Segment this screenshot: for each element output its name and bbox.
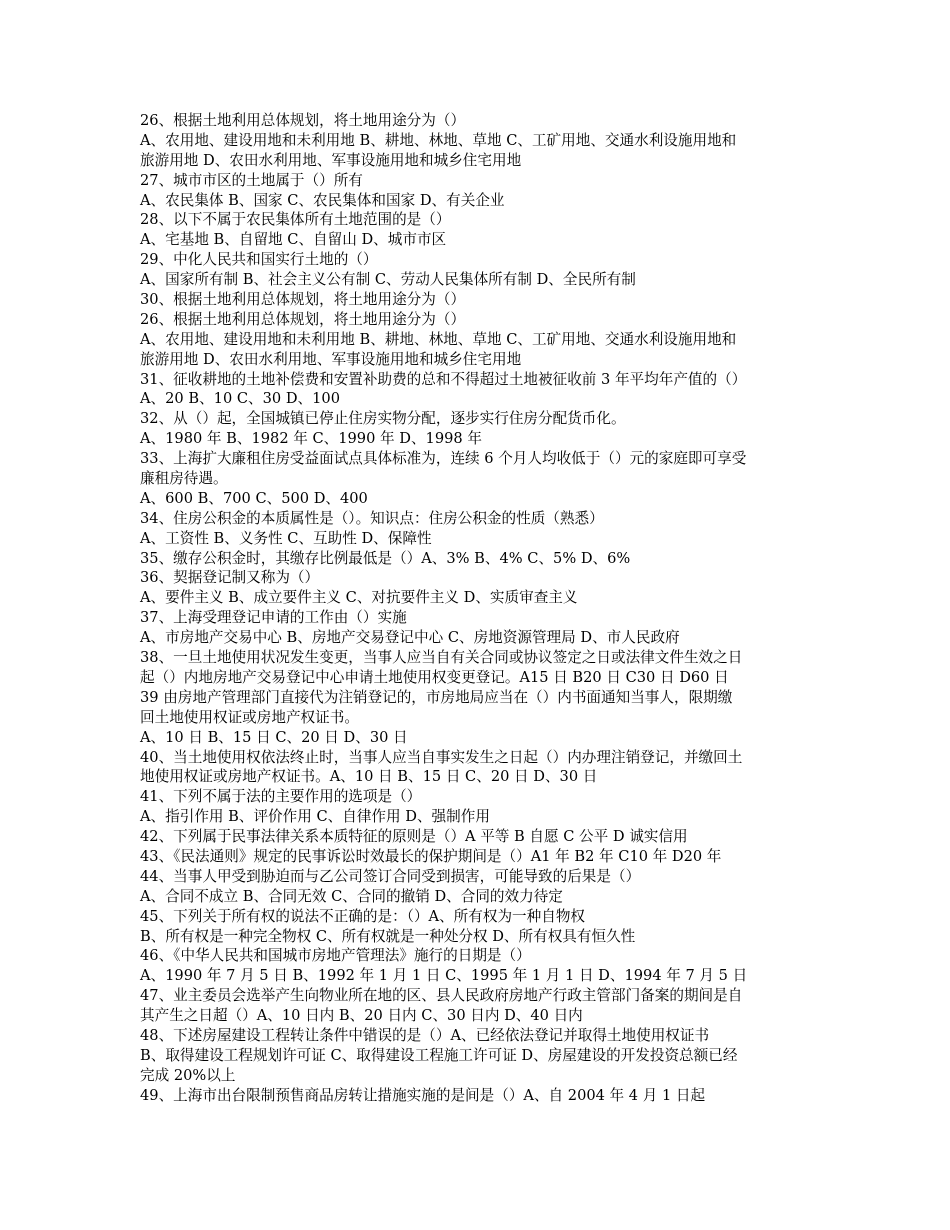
text-line: 35、缴存公积金时，其缴存比例最低是（）A、3% B、4% C、5% D、6% [140, 549, 631, 567]
text-line: 29、中化人民共和国实行土地的（） [140, 251, 378, 269]
text-line: 44、当事人甲受到胁迫而与乙公司签订合同受到损害，可能导致的后果是（） [140, 867, 641, 885]
text-line: A、宅基地 B、自留地 C、自留山 D、城市市区 [140, 231, 447, 249]
text-line: 33、上海扩大廉租住房受益面试点具体标准为，连续 6 个月人均收低于（）元的家庭即可享受 [140, 450, 747, 468]
text-line: A、农民集体 B、国家 C、农民集体和国家 D、有关企业 [140, 191, 505, 209]
text-line: A、指引作用 B、评价作用 C、自律作用 D、强制作用 [140, 808, 490, 826]
text-line: 41、下列不属于法的主要作用的选项是（） [140, 788, 422, 806]
text-line: 39 由房地产管理部门直接代为注销登记的，市房地局应当在（）内书面通知当事人，限期缴 [140, 688, 733, 706]
text-line: 31、征收耕地的土地补偿费和安置补助费的总和不得超过土地被征收前 3 年平均年产值的（） [140, 370, 747, 388]
text-line: A、1980 年 B、1982 年 C、1990 年 D、1998 年 [140, 430, 482, 448]
text-line: 30、根据土地利用总体规划，将土地用途分为（） [140, 291, 466, 309]
text-line: A、1990 年 7 月 5 日 B、1992 年 1 月 1 日 C、1995 年 1 月 1 日 D、1994 年 7 月 5 日 [140, 967, 748, 985]
text-line: A、600 B、700 C、500 D、400 [140, 489, 368, 507]
text-line: 40、当土地使用权依法终止时，当事人应当自事实发生之日起（）内办理注销登记，并缴回土 [140, 748, 743, 766]
text-line: A、农用地、建设用地和未利用地 B、耕地、林地、草地 C、工矿用地、交通水利设施用地和 [140, 131, 737, 149]
text-line: 38、一旦土地使用状况发生变更，当事人应当自有关合同或协议签定之日或法律文件生效之日 [140, 649, 743, 667]
text-line: A、工资性 B、义务性 C、互助性 D、保障性 [140, 529, 432, 547]
text-line: 旅游用地 D、农田水利用地、军事设施用地和城乡住宅用地 [140, 151, 522, 169]
text-line: B、所有权是一种完全物权 C、所有权就是一种处分权 D、所有权具有恒久性 [140, 927, 636, 945]
text-line: 46、《中华人民共和国城市房地产管理法》施行的日期是（） [140, 947, 531, 965]
text-line: 廉租房待遇。 [140, 470, 228, 488]
text-line: 旅游用地 D、农田水利用地、军事设施用地和城乡住宅用地 [140, 350, 522, 368]
text-line: 起（）内地房地产交易登记中心申请土地使用权变更登记。A15 日 B20 日 C30 日 D60 日 [140, 668, 729, 686]
text-line: 回土地使用权证或房地产权证书。 [140, 708, 359, 726]
text-line: 36、契据登记制又称为（） [140, 569, 320, 587]
text-line: 28、以下不属于农民集体所有土地范围的是（） [140, 211, 451, 229]
text-line: A、10 日 B、15 日 C、20 日 D、30 日 [140, 728, 408, 746]
text-line: 32、从（）起，全国城镇已停止住房实物分配，逐步实行住房分配货币化。 [140, 410, 626, 428]
text-line: 48、下述房屋建设工程转让条件中错误的是（）A、已经依法登记并取得土地使用权证书 [140, 1026, 710, 1044]
text-line: A、合同不成立 B、合同无效 C、合同的撤销 D、合同的效力待定 [140, 887, 563, 905]
text-line: 42、下列属于民事法律关系本质特征的原则是（）A 平等 B 自愿 C 公平 D 诚实信用 [140, 828, 688, 846]
text-line: 其产生之日超（）A、10 日内 B、20 日内 C、30 日内 D、40 日内 [140, 1007, 583, 1025]
text-line: 49、上海市出台限制预售商品房转让措施实施的是间是（）A、自 2004 年 4 月 1 日起 [140, 1086, 706, 1104]
text-line: A、国家所有制 B、社会主义公有制 C、劳动人民集体所有制 D、全民所有制 [140, 271, 636, 289]
document-body [140, 111, 820, 1106]
text-line: 地使用权证或房地产权证书。A、10 日 B、15 日 C、20 日 D、30 日 [140, 768, 598, 786]
text-line: 47、业主委员会选举产生向物业所在地的区、县人民政府房地产行政主管部门备案的期间是自 [140, 987, 743, 1005]
text-line: 26、根据土地利用总体规划，将土地用途分为（） [140, 310, 466, 328]
text-line: 26、根据土地利用总体规划，将土地用途分为（） [140, 112, 466, 129]
text-line: 完成 20%以上 [140, 1066, 236, 1084]
text-line: 27、城市市区的土地属于（）所有 [140, 171, 363, 189]
text-line: 37、上海受理登记申请的工作由（）实施 [140, 609, 407, 627]
text-line: 34、住房公积金的本质属性是（）。知识点：住房公积金的性质（熟悉） [140, 509, 604, 527]
text-line: A、农用地、建设用地和未利用地 B、耕地、林地、草地 C、工矿用地、交通水利设施用地和 [140, 330, 737, 348]
text-line: 43、《民法通则》规定的民事诉讼时效最长的保护期间是（）A1 年 B2 年 C10 年 D20 年 [140, 847, 722, 865]
text-line: 45、下列关于所有权的说法不正确的是：（）A、所有权为一种自物权 [140, 907, 586, 925]
text-line: B、取得建设工程规划许可证 C、取得建设工程施工许可证 D、房屋建设的开发投资总额已经 [140, 1046, 738, 1064]
text-line: A、市房地产交易中心 B、房地产交易登记中心 C、房地资源管理局 D、市人民政府 [140, 629, 680, 647]
text-line: A、要件主义 B、成立要件主义 C、对抗要件主义 D、实质审查主义 [140, 589, 578, 607]
text-line: A、20 B、10 C、30 D、100 [140, 390, 340, 408]
